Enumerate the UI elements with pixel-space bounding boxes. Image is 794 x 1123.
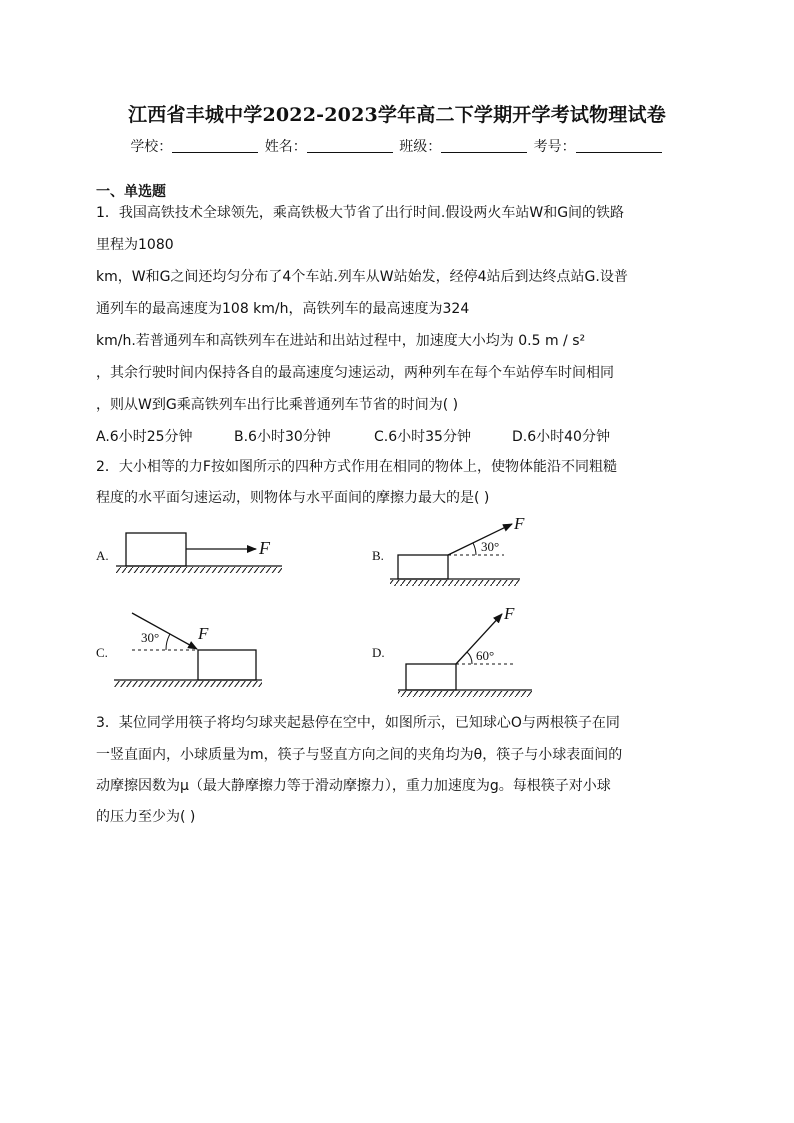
fig-a-force-label: F	[259, 538, 270, 558]
number-label: 考号：	[533, 139, 576, 155]
q1-option-b[interactable]: B.6小时30分钟	[234, 429, 331, 445]
q3-line-1: 3．某位同学用筷子将均匀球夹起悬停在空中，如图所示，已知球心O与两根筷子在同	[96, 715, 620, 731]
fig-c-force-label: F	[198, 624, 209, 643]
q2-line-2: 程度的水平面匀速运动，则物体与水平面间的摩擦力最大的是( )	[96, 490, 490, 506]
q3-line-3: 动摩擦因数为μ（最大静摩擦力等于滑动摩擦力），重力加速度为g。每根筷子对小球	[96, 778, 611, 794]
q3-line-4: 的压力至少为( )	[96, 809, 196, 825]
q1-line-2: 里程为1080	[96, 237, 174, 253]
class-label: 班级：	[399, 139, 442, 155]
fig-c-label: C.	[96, 645, 108, 660]
fig-d-angle-arc	[467, 652, 472, 664]
fig-b-force-label: F	[514, 514, 525, 533]
q1-option-c[interactable]: C.6小时35分钟	[374, 429, 471, 445]
q1-line-7: ，则从W到G乘高铁列车出行比乘普通列车节省的时间为( )	[96, 397, 459, 413]
name-label: 姓名：	[264, 139, 307, 155]
fig-a-label: A.	[96, 548, 109, 563]
q1-option-d[interactable]: D.6小时40分钟	[512, 429, 610, 445]
fig-d-label: D.	[372, 645, 385, 660]
fig-d-block	[406, 664, 456, 690]
q1-option-a[interactable]: A.6小时25分钟	[96, 429, 193, 445]
q3-line-2: 一竖直面内，小球质量为m，筷子与竖直方向之间的夹角均为θ，筷子与小球表面间的	[96, 747, 623, 763]
q2-line-1: 2．大小相等的力F按如图所示的四种方式作用在相同的物体上，使物体能沿不同粗糙	[96, 459, 617, 475]
fig-b-angle: 30°	[481, 539, 500, 554]
fig-d-ground-hatch	[398, 691, 532, 697]
school-label: 学校：	[130, 139, 173, 155]
fig-c-angle: 30°	[141, 630, 160, 645]
q1-line-1: 1．我国高铁技术全球领先，乘高铁极大节省了出行时间.假设两火车站W和G间的铁路	[96, 205, 625, 221]
fig-d-angle: 60°	[476, 648, 495, 663]
fig-d-force-label: F	[504, 604, 515, 623]
q1-line-5: km/h.若普通列车和高铁列车在进站和出站过程中，加速度大小均为 0.5 m / s²	[96, 333, 586, 349]
exam-title: 江西省丰城中学2022-2023学年高二下学期开学考试物理试卷	[128, 104, 666, 126]
section-heading: 一、单选题	[96, 184, 166, 200]
q1-line-4: 通列车的最高速度为108 km/h，高铁列车的最高速度为324	[96, 301, 470, 317]
q1-line-6: ，其余行驶时间内保持各自的最高速度匀速运动，两种列车在每个车站停车时间相同	[96, 365, 614, 381]
fig-b-label: B.	[372, 548, 384, 563]
q1-line-3: km，W和G之间还均匀分布了4个车站.列车从W站始发，经停4站后到达终点站G.设普	[96, 269, 628, 285]
